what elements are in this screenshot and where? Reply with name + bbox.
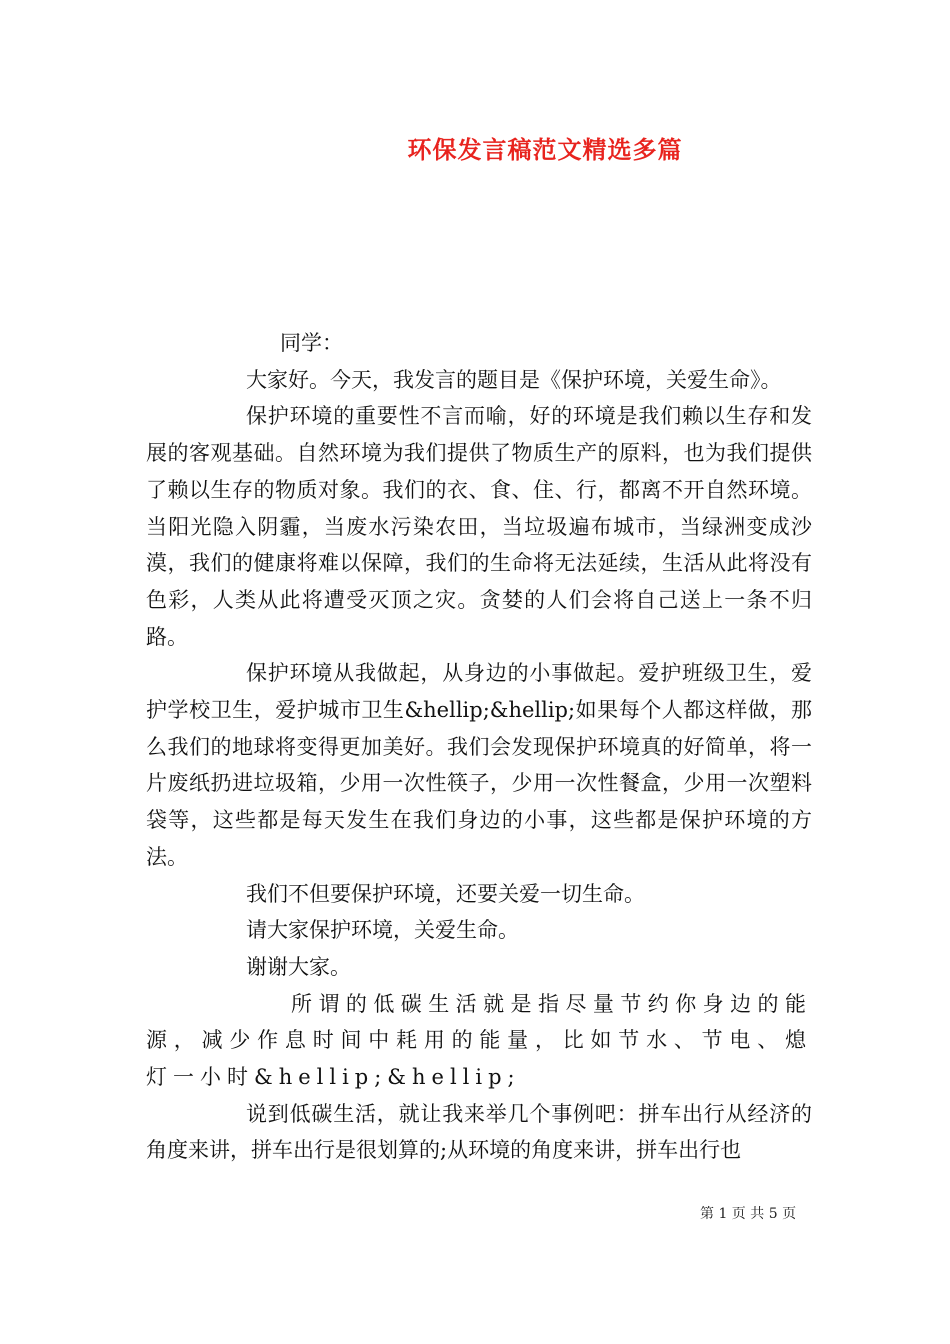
document-title: 环保发言稿范文精选多篇 (407, 135, 683, 164)
page-number: 第 1 页 共 5 页 (700, 1206, 797, 1222)
paragraph-appeal: 请大家保护环境，关爱生命。 (246, 918, 519, 943)
paragraph-start-from-me: 保护环境从我做起，从身边的小事做起。爱护班级卫生，爱护学校卫生，爱护城市卫生&hellip;&hellip;如果每个人都这样做，那么我们的地球将变得更加美好。我们会发现保护环境真的好简单，将一片废纸扔进垃圾箱，少用一次性筷子，少用一次性餐盒，少用一次塑料袋等，这些都是每天发生在我们身边的小事，这些都是保护环境的方法。 (146, 661, 812, 869)
paragraph-thanks: 谢谢大家。 (246, 954, 351, 979)
paragraph-importance: 保护环境的重要性不言而喻，好的环境是我们赖以生存和发展的客观基础。自然环境为我们提供了物质生产的原料，也为我们提供了赖以生存的物质对象。我们的衣、食、住、行，都离不开自然环境。当阳光隐入阴霾，当废水污染农田，当垃圾遍布城市，当绿洲变成沙漠，我们的健康将难以保障，我们的生命将无法延续，生活从此将没有色彩，人类从此将遭受灭顶之灾。贪婪的人们会将自己送上一条不归路。 (146, 404, 812, 649)
document-body (146, 325, 812, 1169)
salutation: 同学： (280, 331, 343, 355)
paragraph-greeting: 大家好。今天，我发言的题目是《保护环境，关爱生命》。 (246, 367, 782, 392)
paragraph-carpool: 说到低碳生活，就让我来举几个事例吧：拼车出行从经济的角度来讲，拼车出行是很划算的;从环境的角度来讲，拼车出行也 (146, 1101, 812, 1163)
paragraph-care-life: 我们不但要保护环境，还要关爱一切生命。 (246, 881, 645, 906)
paragraph-low-carbon: 所谓的低碳生活就是指尽量节约你身边的能源，减少作息时间中耗用的能量，比如节水、节电、熄灯一小时&hellip;&hellip; (146, 991, 812, 1090)
